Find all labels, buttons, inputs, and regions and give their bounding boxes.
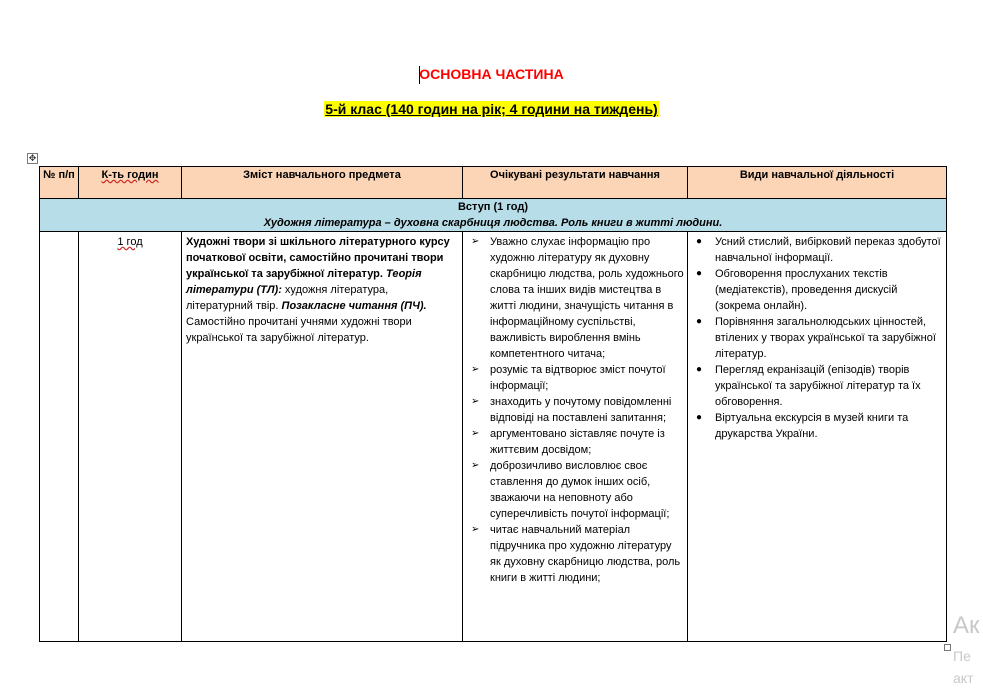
dot-bullet-icon: ● [696, 268, 703, 279]
table-move-handle-icon[interactable]: ✥ [28, 153, 37, 163]
table-resize-handle-icon[interactable] [944, 644, 951, 651]
content-theory-label: Теорія літератури (ТЛ): [186, 268, 422, 296]
page-subtitle [0, 101, 983, 119]
subtitle-text: 5-й клас (140 годин на рік; 4 години на тиждень) [325, 101, 658, 117]
list-item [688, 314, 944, 362]
header-num[interactable]: № п/п [40, 167, 79, 199]
cell-results[interactable] [463, 232, 688, 642]
curriculum-table [39, 166, 947, 642]
header-hours-label: К-ть годин [101, 169, 159, 181]
cell-activities[interactable] [688, 232, 947, 642]
result-text: розуміє та відтворює зміст почутої інформації; [490, 364, 666, 392]
header-results[interactable]: Очікувані результати навчання [463, 167, 688, 199]
list-item [463, 522, 685, 586]
section-heading: Вступ (1 год) [457, 201, 529, 213]
header-hours[interactable] [79, 167, 182, 199]
section-title: Художня література – духовна скарбниця людства. Роль книги в житті людини. [263, 217, 723, 229]
watermark-line2: Пе [953, 648, 971, 664]
page-title: ОСНОВНА ЧАСТИНА [419, 66, 564, 82]
activity-text: Усний стислий, вибірковий переказ здобутої навчальної інформації. [715, 236, 941, 264]
content-theory-text: художня література, літературний твір. [186, 284, 389, 312]
arrow-bullet-icon: ➢ [471, 396, 480, 407]
arrow-bullet-icon: ➢ [471, 460, 480, 471]
section-cell[interactable] [40, 199, 947, 232]
result-text: знаходить у почутому повідомленні відповіді на поставлені запитання; [490, 396, 672, 424]
hours-value: 1 год [117, 236, 143, 248]
activities-list [688, 232, 946, 442]
activity-text: Перегляд екранізацій (епізодів) творів української та зарубіжної літератур та їх обговорення. [715, 364, 921, 408]
header-content[interactable]: Зміст навчального предмета [182, 167, 463, 199]
activity-text: Порівняння загальнолюдських цінностей, втілених у творах української та зарубіжної літератур. [715, 316, 936, 360]
table-header-row [40, 167, 947, 199]
content-extra-text: Самостійно прочитані учнями художні твори української та зарубіжної літератур. [186, 316, 412, 344]
cell-content[interactable] [182, 232, 463, 642]
list-item [688, 362, 944, 410]
watermark-line1: Ак [953, 612, 980, 639]
activity-text: Віртуальна екскурсія в музей книги та друкарства України. [715, 412, 909, 440]
list-item [463, 458, 685, 522]
arrow-bullet-icon: ➢ [471, 236, 480, 247]
arrow-bullet-icon: ➢ [471, 364, 480, 375]
list-item [688, 410, 944, 442]
dot-bullet-icon: ● [696, 364, 703, 375]
activation-watermark [953, 612, 980, 688]
activity-text: Обговорення прослуханих текстів (медіатекстів), проведення дискусій (зокрема онлайн). [715, 268, 898, 312]
dot-bullet-icon: ● [696, 316, 703, 327]
cell-num[interactable] [40, 232, 79, 642]
result-text: Уважно слухає інформацію про художню літературу як духовну скарбницю людства, роль художнього слова та інших видів мистецтва в житті людини, значущість читання в інформаційному суспільстві, важливість вироблення вмінь компетентного читача; [490, 236, 684, 360]
content-extra-label: Позакласне читання (ПЧ). [281, 300, 427, 312]
list-item [688, 234, 944, 266]
list-item [463, 234, 685, 362]
list-item [463, 426, 685, 458]
results-list [463, 232, 687, 586]
list-item [688, 266, 944, 314]
cell-hours[interactable] [79, 232, 182, 642]
arrow-bullet-icon: ➢ [471, 524, 480, 535]
list-item [463, 362, 685, 394]
section-row [40, 199, 947, 232]
dot-bullet-icon: ● [696, 236, 703, 247]
list-item [463, 394, 685, 426]
table-row [40, 232, 947, 642]
watermark-line3: акт [953, 670, 974, 686]
arrow-bullet-icon: ➢ [471, 428, 480, 439]
content-intro: Художні твори зі шкільного літературного курсу початкової освіти, самостійно прочитані твори української та зарубіжної літератур. [186, 236, 450, 280]
dot-bullet-icon: ● [696, 412, 703, 423]
header-activities[interactable]: Види навчальної діяльності [688, 167, 947, 199]
result-text: доброзичливо висловлює своє ставлення до думок інших осіб, зважаючи на неповноту або суперечливість почутої інформації; [490, 460, 670, 520]
result-text: читає навчальний матеріал підручника про художню літературу як духовну скарбницю людства, роль книги в житті людини; [490, 524, 681, 584]
result-text: аргументовано зіставляє почуте із життєвим досвідом; [490, 428, 665, 456]
